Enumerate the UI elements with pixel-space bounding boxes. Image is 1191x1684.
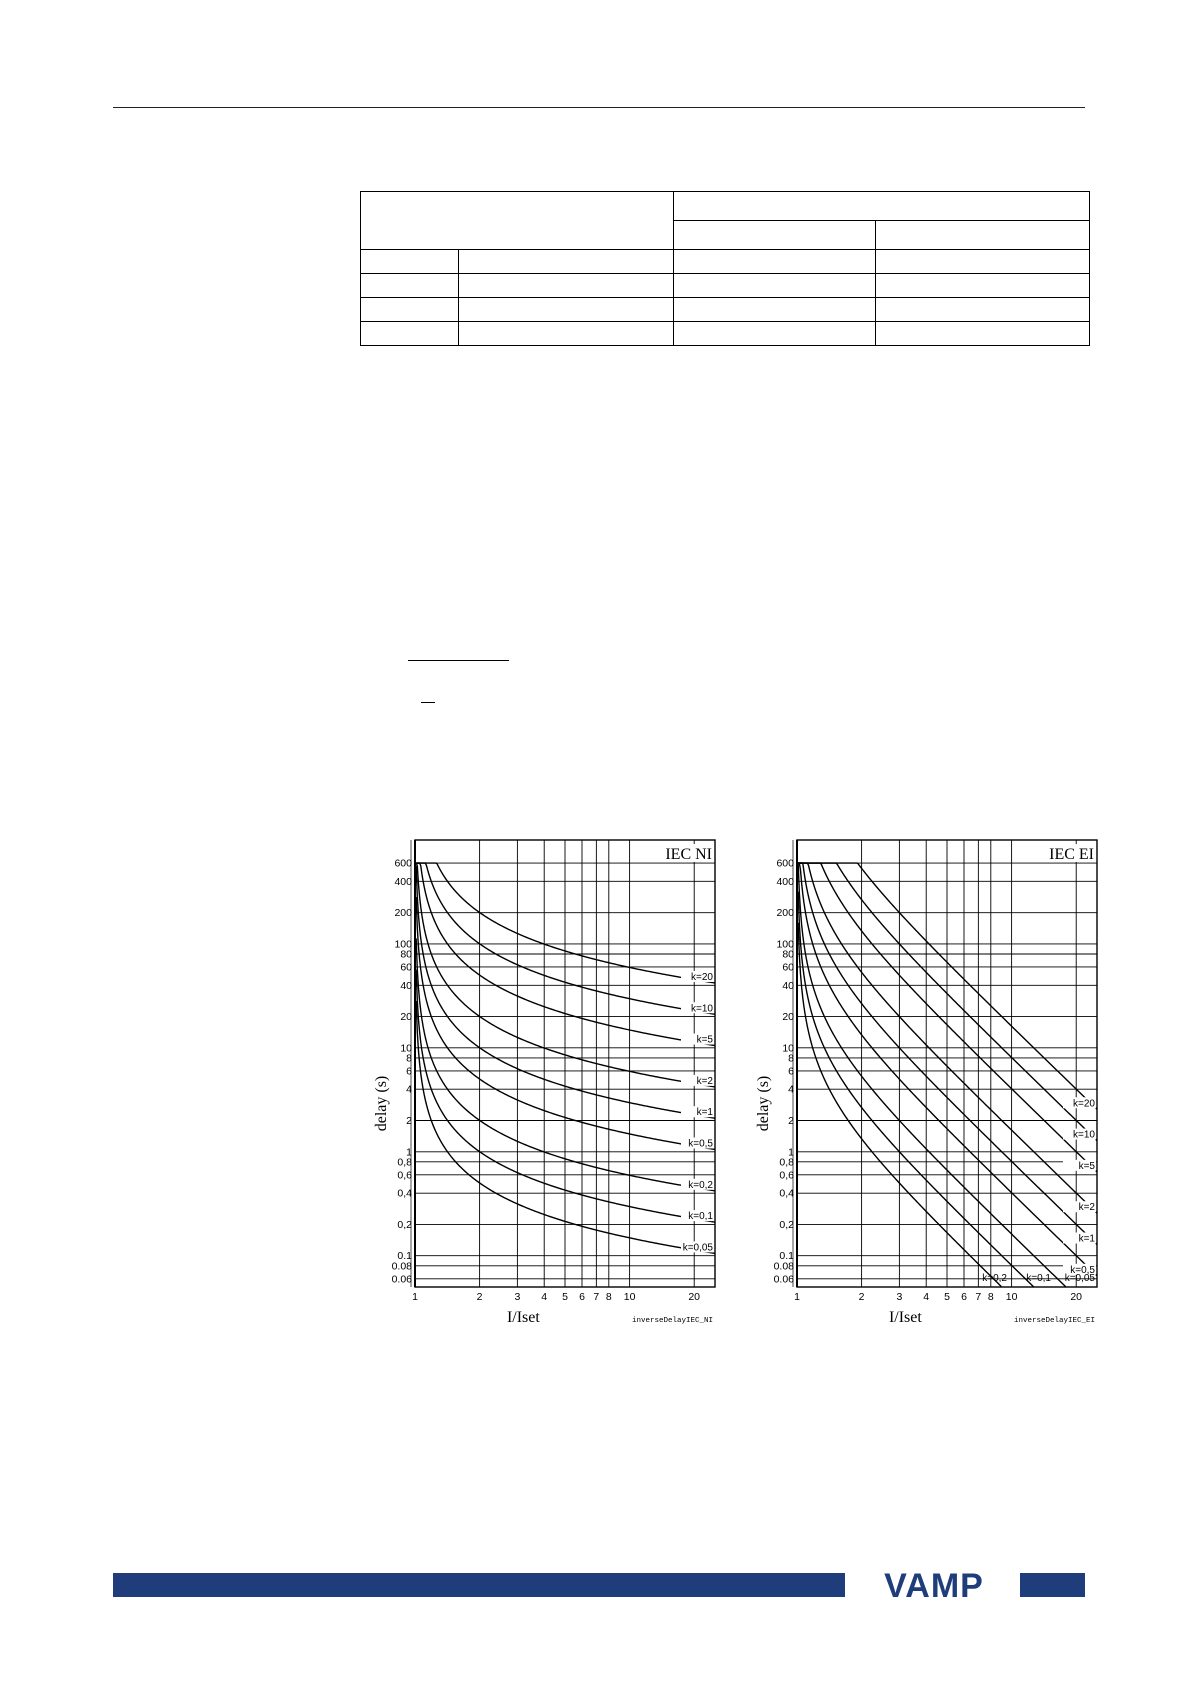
x-tick-label: 1 xyxy=(794,1291,800,1303)
chart-title: IEC EI xyxy=(1049,846,1094,863)
table-cell xyxy=(674,274,876,298)
curve-label: k=10 xyxy=(691,1003,713,1015)
table-cell xyxy=(674,298,876,322)
y-tick-label: 40 xyxy=(400,979,412,992)
y-tick-label: 4 xyxy=(788,1083,794,1096)
curve-k=0,2 xyxy=(416,938,715,1190)
table-cell xyxy=(361,322,459,346)
table-row xyxy=(361,298,1090,322)
y-tick-label: 60 xyxy=(782,961,794,974)
y-tick-label: 60 xyxy=(400,961,412,974)
table-cell xyxy=(361,298,459,322)
curve-label: k=0,5 xyxy=(688,1138,713,1150)
curve-k=1 xyxy=(798,863,1097,1244)
y-tick-label: 600 xyxy=(394,857,412,870)
table-header-cell xyxy=(876,221,1090,250)
curve-label: k=0,05 xyxy=(682,1242,713,1254)
y-tick-label: 80 xyxy=(782,948,794,961)
table-cell xyxy=(361,274,459,298)
curve-label: k=20 xyxy=(691,971,713,983)
y-tick-label: 1 xyxy=(406,1146,412,1159)
x-tick-label: 6 xyxy=(579,1291,585,1303)
y-tick-label: 2 xyxy=(788,1115,794,1128)
chart-iec-ei xyxy=(752,835,1102,1325)
curve-k=5 xyxy=(798,863,1097,1172)
x-tick-label: 10 xyxy=(1005,1291,1018,1303)
y-tick-label: 200 xyxy=(394,907,412,920)
table-header-cell xyxy=(674,192,1090,221)
x-tick-label: 20 xyxy=(688,1291,701,1303)
y-axis-label: delay (s) xyxy=(373,1075,390,1132)
x-tick-label: 3 xyxy=(514,1291,521,1303)
x-tick-label: 2 xyxy=(858,1291,865,1303)
y-tick-label: 0.08 xyxy=(773,1260,794,1273)
x-tick-label: 6 xyxy=(961,1291,967,1303)
y-tick-label: 0.08 xyxy=(391,1260,412,1273)
y-tick-label: 20 xyxy=(400,1011,412,1024)
curve-label: k=2 xyxy=(696,1075,713,1087)
y-tick-label: 0,6 xyxy=(397,1169,412,1182)
x-tick-label: 4 xyxy=(541,1291,548,1303)
x-tick-label: 5 xyxy=(562,1291,568,1303)
header-rule xyxy=(113,107,1085,108)
y-tick-label: 600 xyxy=(776,857,794,870)
table-row xyxy=(361,250,1090,274)
curve-k=0,1 xyxy=(416,970,715,1222)
y-tick-label: 0,2 xyxy=(397,1218,412,1231)
curve-label: k=0,5 xyxy=(1070,1264,1095,1276)
y-tick-label: 20 xyxy=(782,1011,794,1024)
table-cell xyxy=(876,250,1090,274)
table-row xyxy=(361,322,1090,346)
file-label: inverseDelayIEC_EI xyxy=(1013,1317,1095,1325)
y-tick-label: 0,2 xyxy=(779,1218,794,1231)
y-tick-label: 6 xyxy=(406,1065,412,1078)
curve-k=1 xyxy=(416,866,715,1118)
curve-label: k=0,2 xyxy=(688,1179,713,1191)
curve-label: k=0,1 xyxy=(688,1211,713,1223)
x-tick-label: 2 xyxy=(476,1291,483,1303)
y-tick-label: 0.06 xyxy=(773,1273,794,1286)
y-tick-label: 0,4 xyxy=(779,1187,794,1200)
table-cell xyxy=(876,322,1090,346)
y-tick-label: 0,8 xyxy=(397,1156,412,1169)
table-cell xyxy=(674,250,876,274)
x-axis-label: I/Iset xyxy=(506,1309,540,1326)
table-row xyxy=(361,274,1090,298)
curve-label: k=0,05 xyxy=(1064,1273,1095,1284)
table-cell xyxy=(459,274,674,298)
vamp-logo xyxy=(850,1569,1018,1601)
x-tick-label: 20 xyxy=(1070,1291,1083,1303)
y-tick-label: 40 xyxy=(782,979,794,992)
y-tick-label: 2 xyxy=(406,1115,412,1128)
table-header-cell xyxy=(361,192,674,250)
curve-label: k=0,1 xyxy=(1026,1273,1051,1284)
table-cell xyxy=(459,298,674,322)
curve-k=0,05 xyxy=(416,1001,715,1253)
table-header-row xyxy=(361,192,1090,221)
parameter-table xyxy=(360,191,1090,346)
curve-k=20 xyxy=(798,863,1097,1109)
curve-label: k=1 xyxy=(696,1107,713,1119)
curve-label: k=10 xyxy=(1073,1129,1095,1141)
curve-label: k=1 xyxy=(1078,1233,1095,1245)
curve-label: k=5 xyxy=(1078,1160,1095,1172)
curve-k=10 xyxy=(416,863,715,1014)
y-tick-label: 0.06 xyxy=(391,1273,412,1286)
curve-k=0,5 xyxy=(798,863,1097,1276)
y-tick-label: 400 xyxy=(394,875,412,888)
y-tick-label: 10 xyxy=(400,1042,412,1055)
footer-bar-right xyxy=(1020,1573,1085,1597)
x-tick-label: 7 xyxy=(593,1291,600,1303)
x-tick-label: 10 xyxy=(623,1291,636,1303)
y-tick-label: 0,8 xyxy=(779,1156,794,1169)
table-cell xyxy=(674,322,876,346)
y-axis-label: delay (s) xyxy=(755,1075,772,1132)
y-tick-label: 0,4 xyxy=(397,1187,412,1200)
x-tick-label: 3 xyxy=(896,1291,903,1303)
svg-text:VAMP: VAMP xyxy=(884,1569,984,1601)
formula-fraction-bar-small xyxy=(421,702,435,703)
x-tick-label: 7 xyxy=(975,1291,982,1303)
y-tick-label: 0.1 xyxy=(397,1250,412,1263)
x-tick-label: 8 xyxy=(987,1291,994,1303)
x-tick-label: 4 xyxy=(923,1291,930,1303)
table-cell xyxy=(459,250,674,274)
x-tick-label: 1 xyxy=(412,1291,418,1303)
x-tick-label: 5 xyxy=(944,1291,950,1303)
table-cell xyxy=(876,274,1090,298)
y-tick-label: 200 xyxy=(776,907,794,920)
curve-label: k=20 xyxy=(1073,1098,1095,1110)
table-cell xyxy=(361,250,459,274)
curve-label: k=0,2 xyxy=(982,1273,1007,1284)
curve-k=0,5 xyxy=(416,897,715,1149)
y-tick-label: 6 xyxy=(788,1065,794,1078)
x-axis-label: I/Iset xyxy=(888,1309,922,1326)
x-tick-label: 8 xyxy=(605,1291,612,1303)
y-tick-label: 1 xyxy=(788,1146,794,1159)
footer-bar-left xyxy=(113,1573,845,1597)
table-header-cell xyxy=(674,221,876,250)
table-cell xyxy=(876,298,1090,322)
curve-k=2 xyxy=(798,863,1097,1213)
formula-fraction-bar xyxy=(408,660,509,661)
y-tick-label: 8 xyxy=(406,1052,412,1065)
y-tick-label: 100 xyxy=(394,938,412,951)
curve-label: k=5 xyxy=(696,1034,713,1046)
y-tick-label: 0.1 xyxy=(779,1250,794,1263)
chart-title: IEC NI xyxy=(665,846,712,863)
file-label: inverseDelayIEC_NI xyxy=(631,1317,713,1325)
y-tick-label: 0,6 xyxy=(779,1169,794,1182)
y-tick-label: 100 xyxy=(776,938,794,951)
table-cell xyxy=(459,322,674,346)
curve-label: k=2 xyxy=(1078,1202,1095,1214)
y-tick-label: 4 xyxy=(406,1083,412,1096)
y-tick-label: 400 xyxy=(776,875,794,888)
chart-iec-ni xyxy=(370,835,720,1325)
y-tick-label: 80 xyxy=(400,948,412,961)
y-tick-label: 10 xyxy=(782,1042,794,1055)
y-tick-label: 8 xyxy=(788,1052,794,1065)
